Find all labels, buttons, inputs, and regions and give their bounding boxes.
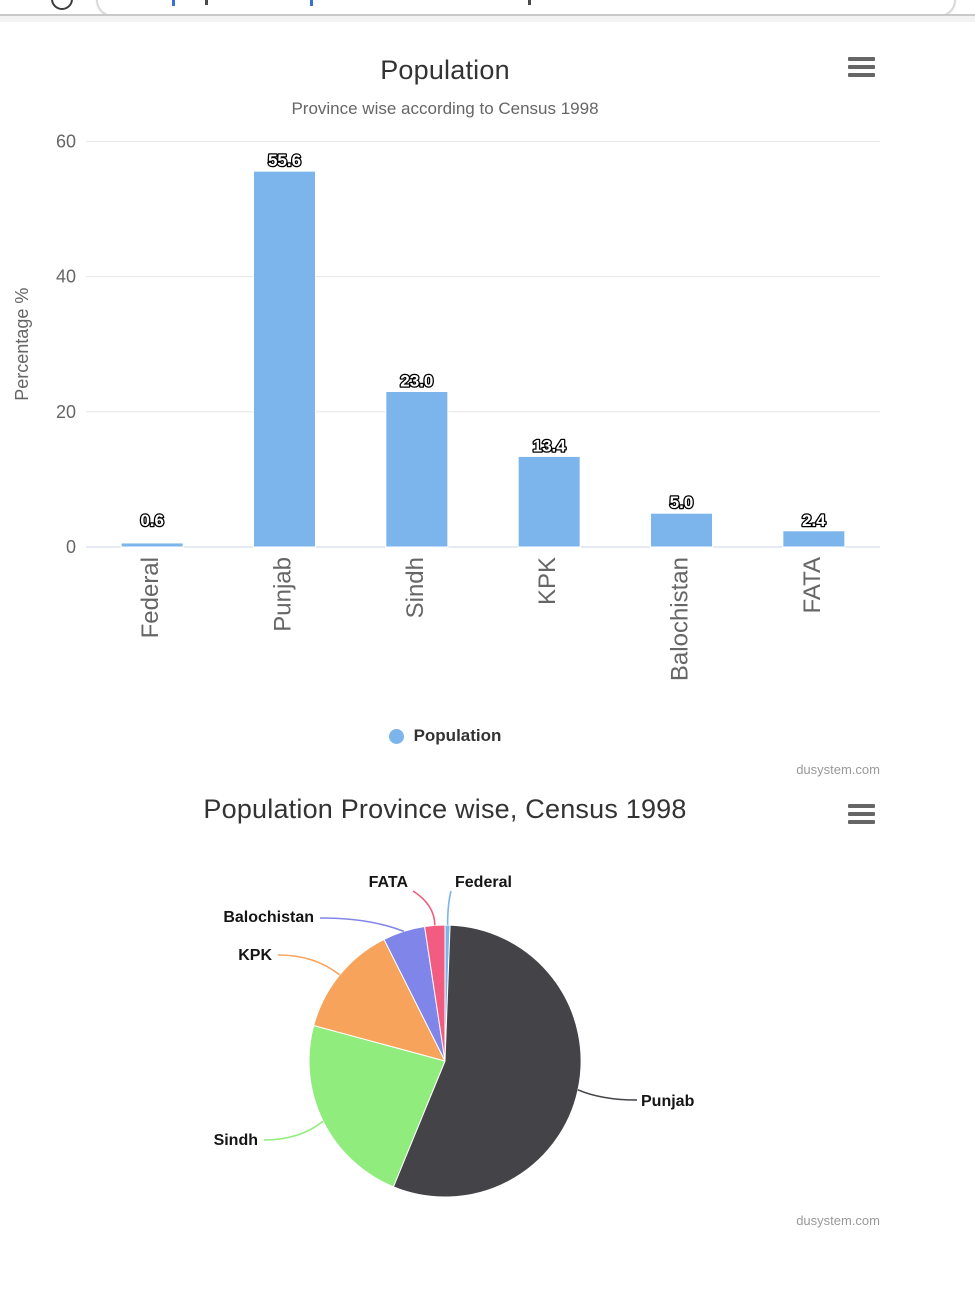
url-text-fragment bbox=[310, 0, 313, 6]
pie-slice-label: FATA bbox=[368, 874, 408, 891]
bar-sindh[interactable] bbox=[386, 392, 448, 547]
bar-kpk[interactable] bbox=[518, 456, 580, 547]
chart-credit-link[interactable]: dusystem.com bbox=[796, 1213, 880, 1228]
pie-chart-panel bbox=[0, 788, 890, 1248]
bar-value-label: 0.6 bbox=[140, 510, 164, 530]
bar-value-label: 13.4 bbox=[532, 436, 566, 456]
address-bar[interactable] bbox=[96, 0, 956, 14]
y-tick-label: 0 bbox=[65, 537, 76, 557]
url-text-fragment bbox=[172, 0, 175, 6]
x-category-label: Federal bbox=[137, 557, 165, 639]
browser-chrome bbox=[0, 0, 975, 14]
pie-label-connector bbox=[413, 891, 435, 925]
legend-item-label: Population bbox=[413, 726, 502, 745]
pie-chart-plot bbox=[0, 788, 890, 1208]
y-tick-label: 40 bbox=[55, 266, 76, 287]
legend-item-population[interactable] bbox=[389, 726, 502, 746]
menu-bar-icon bbox=[848, 65, 875, 69]
bar-punjab[interactable] bbox=[254, 171, 316, 547]
menu-bar-icon bbox=[848, 57, 875, 61]
bar-value-label: 55.6 bbox=[267, 151, 302, 171]
bar-chart-plot bbox=[0, 22, 890, 722]
pie-slice-label: Federal bbox=[455, 874, 512, 891]
bar-federal[interactable] bbox=[121, 543, 183, 547]
y-axis-title: Percentage % bbox=[12, 287, 32, 401]
menu-bar-icon bbox=[848, 73, 875, 77]
bar-value-label: 2.4 bbox=[802, 510, 826, 530]
pie-label-connector bbox=[448, 891, 451, 925]
pie-label-connector bbox=[278, 955, 340, 975]
bar-chart-subtitle: Province wise according to Census 1998 bbox=[291, 99, 599, 118]
url-text-fragment bbox=[528, 0, 531, 5]
x-category-label: Punjab bbox=[269, 557, 297, 632]
x-category-label: KPK bbox=[534, 557, 562, 606]
x-category-label: FATA bbox=[798, 557, 826, 614]
y-tick-label: 20 bbox=[55, 401, 76, 422]
pie-label-connector bbox=[320, 918, 404, 931]
bar-value-label: 5.0 bbox=[669, 493, 694, 513]
pie-slice-label: KPK bbox=[238, 947, 272, 964]
bar-chart-title: Population bbox=[380, 55, 510, 85]
pie-slice-label: Balochistan bbox=[223, 909, 314, 926]
bar-chart-legend bbox=[0, 726, 890, 749]
url-text-fragment bbox=[205, 0, 208, 5]
site-icon bbox=[51, 0, 73, 10]
pie-label-connector bbox=[264, 1121, 323, 1140]
pie-chart-title: Population Province wise, Census 1998 bbox=[203, 794, 687, 824]
pie-slice-label: Sindh bbox=[213, 1132, 258, 1149]
chart-credit-link[interactable]: dusystem.com bbox=[796, 762, 880, 777]
chart-context-menu-button[interactable] bbox=[848, 57, 875, 77]
x-category-label: Balochistan bbox=[666, 557, 694, 682]
y-tick-label: 60 bbox=[55, 131, 76, 152]
bar-chart-panel bbox=[0, 22, 890, 784]
bar-balochistan[interactable] bbox=[651, 513, 713, 547]
bar-fata[interactable] bbox=[783, 531, 845, 547]
pie-label-connector bbox=[578, 1090, 637, 1100]
bar-value-label: 23.0 bbox=[400, 371, 434, 391]
x-category-label: Sindh bbox=[401, 557, 429, 619]
legend-marker-icon bbox=[389, 729, 404, 744]
pie-slice-label: Punjab bbox=[641, 1093, 695, 1110]
